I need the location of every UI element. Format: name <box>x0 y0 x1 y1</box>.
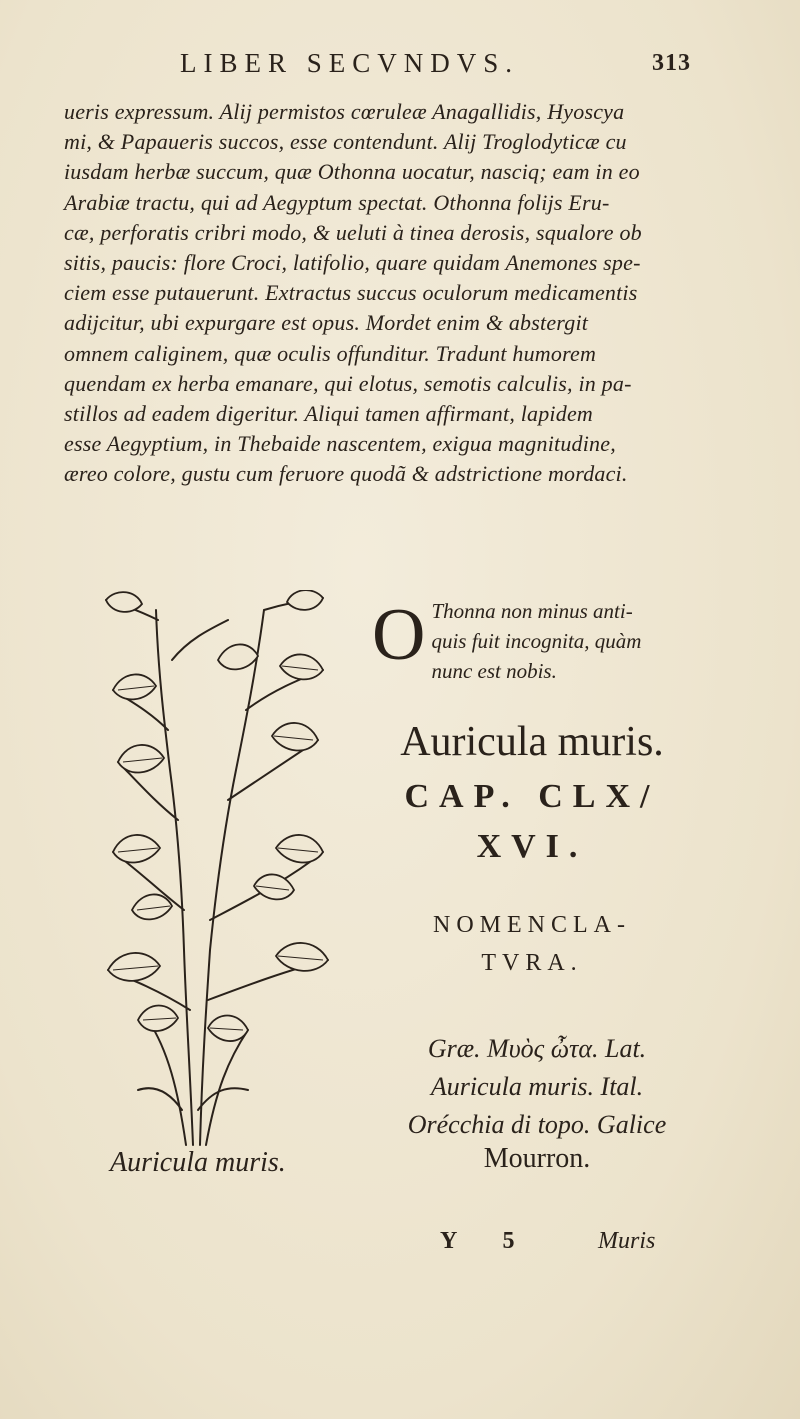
chapter-intro <box>372 596 692 686</box>
signature-mark: Y 5 <box>440 1228 535 1254</box>
body-line: sitis, paucis: flore Croci, latifolio, quare quidam Anemones spe- <box>64 250 641 276</box>
body-line: iusdam herbæ succum, quæ Othonna uocatur, nasciq; eam in eo <box>64 159 640 185</box>
body-line: Arabiæ tractu, qui ad Aegyptum spectat. Othonna folijs Eru- <box>64 189 610 215</box>
running-title: LIBER SECVNDVS. <box>180 48 520 78</box>
body-line: esse Aegyptium, in Thebaide nascentem, exigua magnitudine, <box>64 431 616 457</box>
catchword: Muris <box>598 1228 656 1254</box>
body-line: æreo colore, gustu cum feruore quodã & adstrictione mordaci. <box>64 461 628 487</box>
nomenclatura-heading-line1: NOMENCLA- <box>433 912 631 938</box>
page-number: 313 <box>652 50 691 76</box>
body-line: adijcitur, ubi expurgare est opus. Mordet enim & abstergit <box>64 310 589 336</box>
intro-line: Thonna non minus anti- <box>431 599 633 623</box>
names-line: Græ. Μυὸς ὦτα. Lat. <box>427 1034 647 1063</box>
body-line: mi, & Papaueris succos, esse contendunt. Alij Troglodyticæ cu <box>64 129 627 155</box>
chapter-title: Auricula muris. <box>400 719 664 765</box>
names-line: Orécchia di topo. Galice <box>407 1110 667 1139</box>
intro-line: nunc est nobis. <box>431 659 557 683</box>
body-line: ciem esse putauerunt. Extractus succus oculorum medicamentis <box>64 280 638 306</box>
intro-line: quis fuit incognita, quàm <box>431 629 642 653</box>
nomenclatura-heading-line2: TVRA. <box>481 950 583 976</box>
body-text <box>64 97 704 490</box>
plant-names-list <box>372 1030 702 1174</box>
body-line: stillos ad eadem digeritur. Aliqui tamen affirmant, lapidem <box>64 401 593 427</box>
body-line: quendam ex herba emanare, qui elotus, semotis calculis, in pa- <box>64 370 632 396</box>
names-line: Auricula muris. Ital. <box>430 1072 644 1101</box>
body-line: ueris expressum. Alij permistos cœruleæ Anagallidis, Hyoscya <box>64 99 625 124</box>
chapter-number-line1: CAP. CLX/ <box>404 778 660 815</box>
body-line: omnem caliginem, quæ oculis offunditur. Tradunt humorem <box>64 340 597 366</box>
plant-woodcut-illustration <box>98 590 343 1160</box>
figure-caption: Auricula muris. <box>110 1147 286 1178</box>
names-line: Mourron. <box>483 1143 591 1174</box>
drop-cap-letter: O <box>372 594 426 676</box>
body-line: cæ, perforatis cribri modo, & ueluti à tinea derosis, squalore ob <box>64 219 642 245</box>
chapter-number-line2: XVI. <box>476 828 588 865</box>
